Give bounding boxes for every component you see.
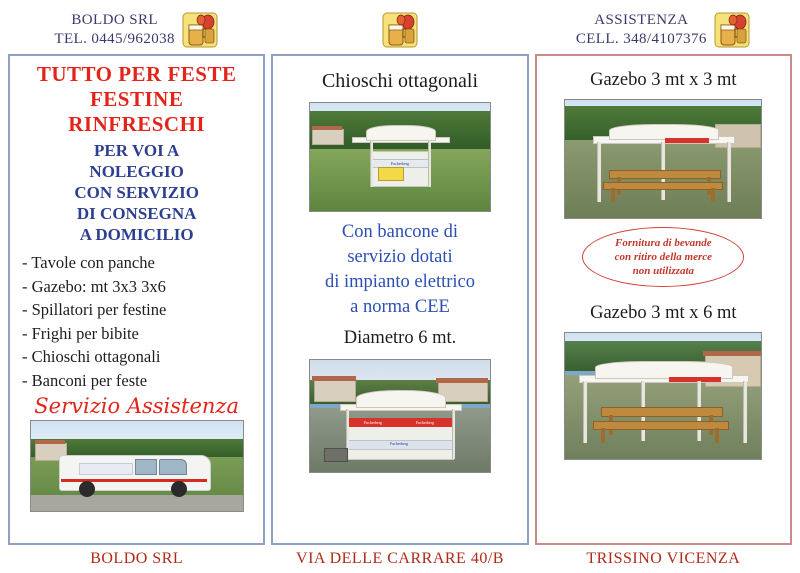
left-title-line-2: FESTINE bbox=[89, 87, 184, 111]
middle-footer: VIA DELLE CARRARE 40/B bbox=[296, 550, 504, 567]
list-item: - Tavole con panche bbox=[22, 253, 155, 272]
middle-panel bbox=[271, 54, 528, 545]
octagonal-kiosk-night-photo bbox=[309, 359, 491, 473]
kiosk-banner-text: Fucherberg bbox=[415, 420, 435, 425]
oval-line-3: non utilizzata bbox=[632, 265, 695, 277]
list-item: - Gazebo: mt 3x3 3x6 bbox=[22, 276, 166, 296]
left-panel bbox=[8, 54, 265, 545]
beer-mug-logo-icon bbox=[713, 9, 751, 51]
company-phone: TEL. 0445/962038 bbox=[54, 31, 175, 47]
company-name: BOLDO SRL bbox=[71, 12, 158, 28]
kiosk-banner-text: Fucherberg bbox=[374, 161, 426, 167]
left-subtitle-line-4: DI CONSEGNA bbox=[76, 204, 197, 223]
left-header bbox=[8, 6, 265, 54]
left-subtitle-line-2: NOLEGGIO bbox=[89, 162, 184, 181]
gazebo-3x3-title: Gazebo 3 mt x 3 mt bbox=[590, 70, 737, 90]
beverage-supply-text bbox=[615, 236, 712, 278]
middle-blue-line-4: a norma CEE bbox=[350, 297, 450, 317]
middle-diameter-text: Diametro 6 mt. bbox=[343, 328, 457, 348]
left-footer: BOLDO SRL bbox=[90, 550, 184, 567]
service-list bbox=[16, 251, 257, 392]
list-item: - Chioschi ottagonali bbox=[22, 347, 161, 366]
beer-mug-logo-icon bbox=[181, 9, 219, 51]
list-item: - Spillatori per festine bbox=[22, 300, 167, 319]
beer-mug-logo-icon bbox=[381, 9, 419, 51]
middle-header bbox=[271, 6, 528, 54]
list-item: - Banconi per feste bbox=[22, 370, 148, 390]
middle-blue-text bbox=[279, 212, 520, 324]
gazebo-3x6-title: Gazebo 3 mt x 6 mt bbox=[590, 303, 737, 323]
right-panel bbox=[535, 54, 792, 545]
gazebo-3x3-photo bbox=[564, 99, 762, 219]
left-title-line-3: RINFRESCHI bbox=[68, 112, 206, 136]
list-item: - Frighi per bibite bbox=[22, 323, 139, 343]
assistance-phone: CELL. 348/4107376 bbox=[575, 31, 707, 47]
gazebo-3x6-photo bbox=[564, 332, 762, 460]
company-contact bbox=[54, 11, 175, 49]
right-header bbox=[535, 6, 792, 54]
column-middle bbox=[271, 6, 528, 569]
oval-line-2: con ritiro della merce bbox=[614, 251, 713, 263]
column-left bbox=[8, 6, 265, 569]
middle-blue-line-1: Con bancone di bbox=[341, 222, 459, 242]
middle-title: Chioschi ottagonali bbox=[321, 70, 479, 92]
delivery-van-photo bbox=[30, 420, 244, 512]
left-title bbox=[16, 62, 257, 137]
assistance-contact bbox=[576, 11, 707, 49]
column-right bbox=[535, 6, 792, 569]
kiosk-banner-text: Fucherberg bbox=[363, 420, 383, 425]
right-footer: TRISSINO VICENZA bbox=[586, 550, 741, 567]
middle-blue-line-3: di impianto elettrico bbox=[324, 272, 475, 292]
octagonal-kiosk-photo bbox=[309, 102, 491, 212]
beverage-supply-callout bbox=[582, 227, 744, 287]
left-subtitle-line-5: A DOMICILIO bbox=[79, 225, 194, 244]
left-title-line-1: TUTTO PER FESTE bbox=[36, 62, 237, 86]
assistance-script-text: Servizio Assistenza bbox=[34, 394, 240, 418]
kiosk-banner-text: Fucherberg bbox=[389, 441, 409, 446]
assistance-label: ASSISTENZA bbox=[594, 12, 689, 28]
left-subtitle bbox=[16, 140, 257, 245]
left-subtitle-line-1: PER VOI A bbox=[94, 141, 180, 160]
left-subtitle-line-3: CON SERVIZIO bbox=[74, 183, 199, 202]
oval-line-1: Fornitura di bevande bbox=[615, 237, 712, 249]
middle-blue-line-2: servizio dotati bbox=[347, 247, 453, 267]
